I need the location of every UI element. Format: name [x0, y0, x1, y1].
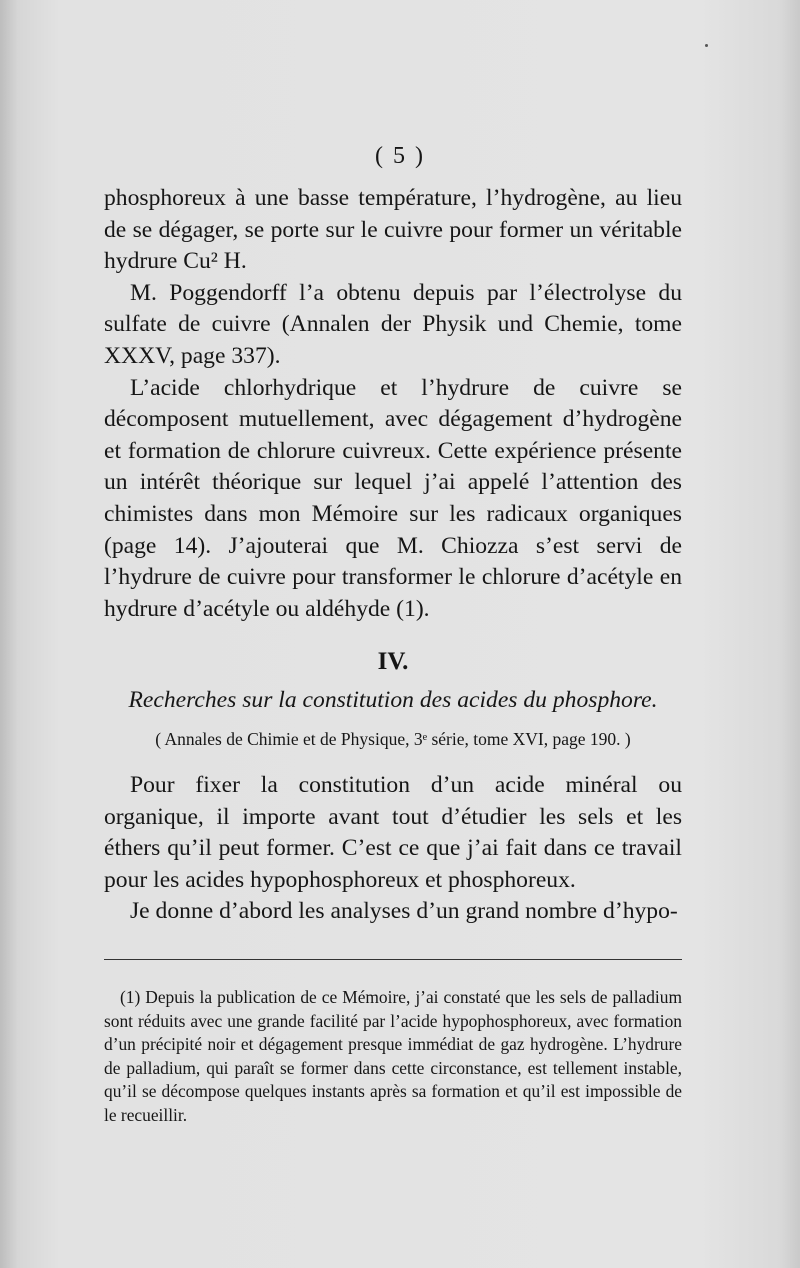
body-text-section — [104, 770, 682, 928]
section-title: Recherches sur la constitution des acides du phosphore. — [128, 687, 658, 713]
section-number: IV. — [377, 648, 409, 675]
paragraph-poggendorff: M. Poggendorff l’a obtenu depuis par l’électrolyse du sulfate de cuivre (Annalen der Physik und Chemie, tome XXXV, page 337). — [104, 279, 682, 369]
paragraph-analyses: Je donne d’abord les analyses d’un grand nombre d’hypo- — [130, 898, 678, 925]
ink-speck — [705, 44, 708, 47]
section-reference: ( Annales de Chimie et de Physique, 3ᵉ série, tome XVI, page 190. ) — [155, 729, 631, 749]
body-text-top — [104, 183, 682, 625]
footnote: (1) Depuis la publication de ce Mémoire, j’ai constaté que les sels de palladium sont réduits avec une grande facilité par l’acide hypophosphoreux, avec formation d’un précipité noir et dégagement presque immédiat de gaz hydrogène. L’hydrure de palladium, qui paraît se former dans cette circonstance, est tellement instable, qu’il se décompose quelques instants après sa formation et qu’il est impossible de le recueillir. — [104, 987, 682, 1125]
paragraph-constitution: Pour fixer la constitution d’un acide minéral ou organique, il importe avant tout d’étudier les sels et les éthers qu’il peut former. C’est ce que j’ai fait dans ce travail pour les acides hypophosphoreux et phosphoreux. — [104, 772, 682, 893]
footnote-divider — [104, 959, 682, 960]
page-number: ( 5 ) — [375, 143, 425, 169]
paragraph-acide-chlorhydrique: L’acide chlorhydrique et l’hydrure de cuivre se décomposent mutuellement, avec dégagement d’hydrogène et formation de chlorure cuivreux. Cette expérience présente un intérêt théorique sur lequel j’ai appelé l’attention des chimistes dans mon Mémoire sur les radicaux organiques (page 14). J’ajouterai que M. Chiozza s’est servi de l’hydrure de cuivre pour transformer le chlorure d’acétyle en hydrure d’acétyle ou aldéhyde (1). — [104, 374, 682, 622]
paragraph-continuation: phosphoreux à une basse température, l’hydrogène, au lieu de se dégager, se porte sur le cuivre pour former un véritable hydrure Cu² H. — [104, 185, 682, 275]
